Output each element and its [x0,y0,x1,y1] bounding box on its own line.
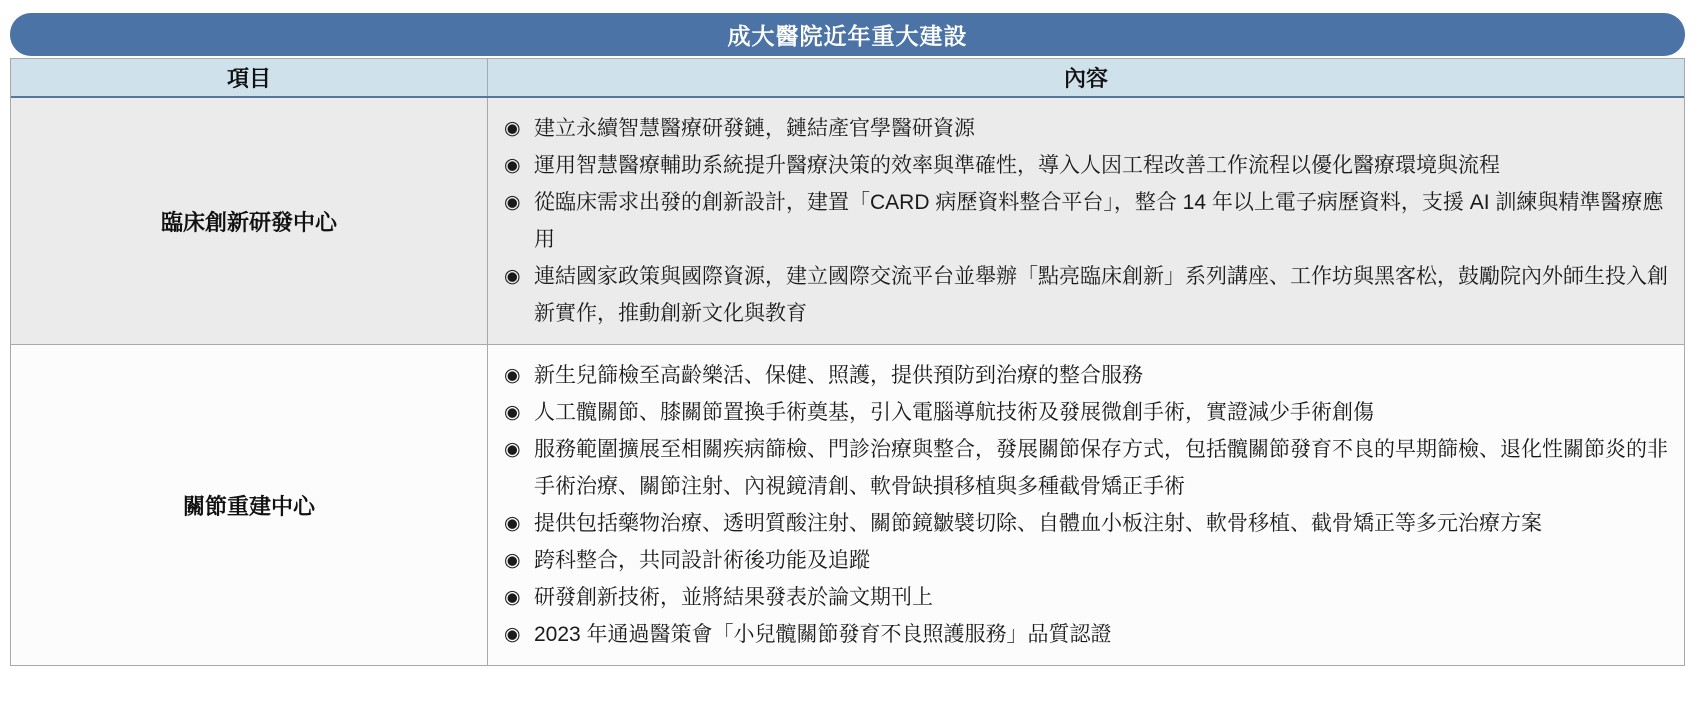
bullet-item [504,184,1670,258]
row-content [488,98,1684,344]
bullet-item [504,505,1670,542]
bullet-item [504,110,1670,147]
table-title: 成大醫院近年重大建設 [727,23,968,49]
bullet-icon: ◉ [504,513,521,534]
bullet-text: 新生兒篩檢至高齡樂活、保健、照護，提供預防到治療的整合服務 [534,364,1143,387]
bullet-text: 運用智慧醫療輔助系統提升醫療決策的效率與準確性，導入人因工程改善工作流程以優化醫療環境與流程 [534,154,1500,177]
table-row [11,344,1684,665]
row-content [488,345,1684,665]
bullet-text: 人工髖關節、膝關節置換手術奠基，引入電腦導航技術及發展微創手術，實證減少手術創傷 [534,401,1374,424]
bullet-item [504,147,1670,184]
row-item-name: 臨床創新研發中心 [11,98,488,344]
table-row [11,98,1684,344]
bullet-item [504,542,1670,579]
bullet-text: 提供包括藥物治療、透明質酸注射、關節鏡皺襞切除、自體血小板注射、軟骨移植、截骨矯正等多元治療方案 [534,512,1542,535]
bullet-text: 研發創新技術，並將結果發表於論文期刊上 [534,586,933,609]
bullet-item [504,394,1670,431]
bullet-text: 連結國家政策與國際資源，建立國際交流平台並舉辦「點亮臨床創新」系列講座、工作坊與黑客松，鼓勵院內外師生投入創新實作，推動創新文化與教育 [534,265,1668,325]
table-title-bar [10,13,1685,56]
bullet-text: 建立永續智慧醫療研發鏈，鏈結產官學醫研資源 [534,117,975,140]
bullet-icon: ◉ [504,155,521,176]
row-item-name: 關節重建中心 [11,345,488,665]
bullet-text: 跨科整合，共同設計術後功能及追蹤 [534,549,870,572]
bullet-icon: ◉ [504,118,521,139]
header-cell-item: 項目 [11,59,488,96]
header-cell-content: 內容 [1063,66,1108,91]
table-header-row [11,58,1684,98]
bullet-item [504,357,1670,394]
bullet-icon: ◉ [504,550,521,571]
bullet-item [504,579,1670,616]
bullet-icon: ◉ [504,365,521,386]
bullet-icon: ◉ [504,624,521,645]
bullet-icon: ◉ [504,192,521,213]
bullet-icon: ◉ [504,266,521,287]
bullet-icon: ◉ [504,439,521,460]
bullet-text: 從臨床需求出發的創新設計，建置「CARD 病歷資料整合平台」，整合 14 年以上電子病歷資料，支援 AI 訓練與精準醫療應用 [534,191,1664,251]
bullet-text: 2023 年通過醫策會「小兒髖關節發育不良照護服務」品質認證 [534,623,1112,646]
bullet-item [504,431,1670,505]
bullet-icon: ◉ [504,402,521,423]
bullet-icon: ◉ [504,587,521,608]
bullet-text: 服務範圍擴展至相關疾病篩檢、門診治療與整合，發展關節保存方式，包括髖關節發育不良的早期篩檢、退化性關節炎的非手術治療、關節注射、內視鏡清創、軟骨缺損移植與多種截骨矯正手術 [534,438,1668,498]
bullet-item [504,616,1670,653]
major-construction-table [10,58,1685,666]
bullet-item [504,258,1670,332]
